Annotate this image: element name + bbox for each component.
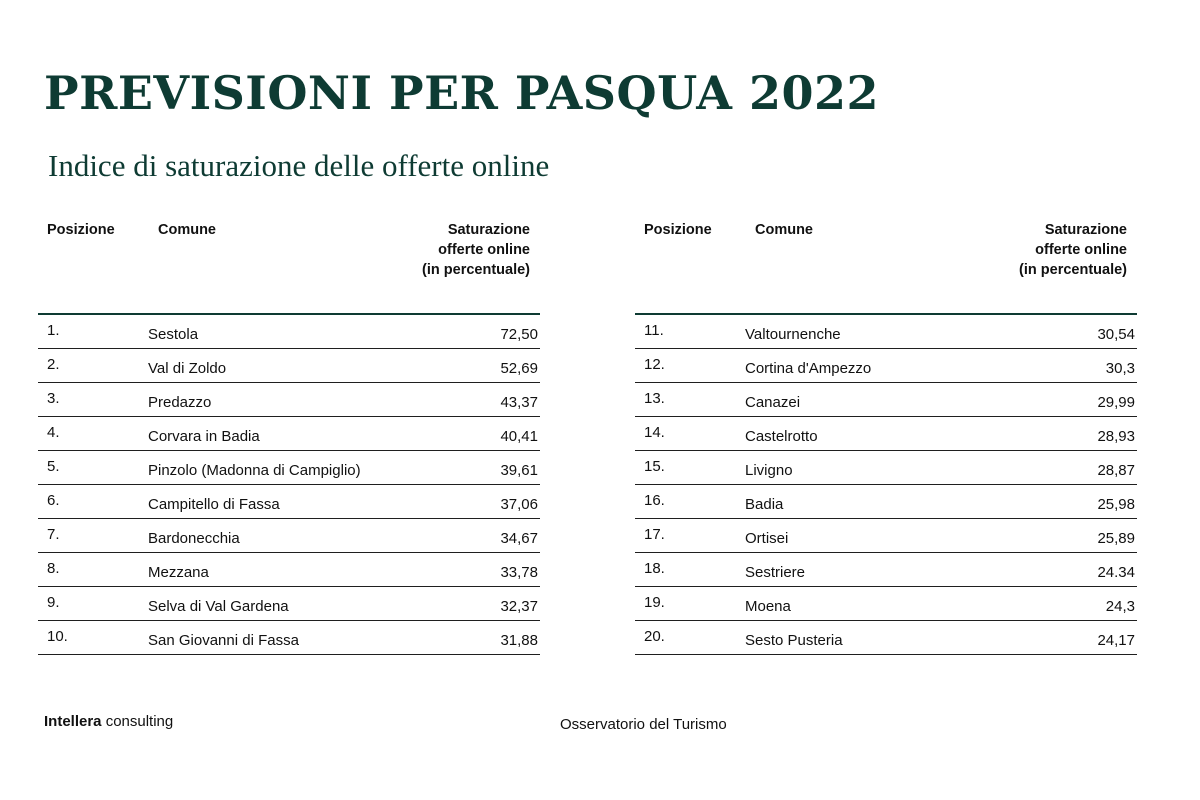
- cell-position: 18.: [644, 560, 665, 577]
- table-row: [635, 349, 1137, 383]
- ranking-table-right: [635, 220, 1137, 655]
- cell-saturation: 31,88: [500, 632, 538, 649]
- column-header-saturation-line3: (in percentuale): [422, 262, 530, 278]
- cell-saturation: 43,37: [500, 394, 538, 411]
- page-title: PREVISIONI PER PASQUA 2022: [44, 66, 880, 120]
- cell-saturation: 37,06: [500, 496, 538, 513]
- cell-saturation: 30,3: [1105, 360, 1135, 377]
- table-row: [38, 349, 540, 383]
- cell-comune: Corvara in Badia: [148, 428, 260, 445]
- column-header-saturation-line3: (in percentuale): [1019, 262, 1127, 278]
- cell-saturation: 34,67: [500, 530, 538, 547]
- cell-position: 19.: [644, 594, 665, 611]
- column-header-saturation-line1: Saturazione: [447, 222, 530, 238]
- cell-position: 17.: [644, 526, 665, 543]
- cell-comune: Sesto Pusteria: [745, 632, 843, 649]
- cell-position: 3.: [47, 390, 60, 407]
- cell-position: 11.: [644, 322, 664, 339]
- cell-comune: Pinzolo (Madonna di Campiglio): [148, 462, 361, 479]
- cell-position: 9.: [47, 594, 60, 611]
- cell-comune: Valtournenche: [745, 326, 841, 343]
- table-row: [38, 485, 540, 519]
- column-header-saturation: [422, 220, 530, 280]
- table-row: [635, 315, 1137, 349]
- cell-comune: Sestriere: [745, 564, 806, 581]
- cell-position: 20.: [644, 628, 665, 645]
- brand-logo: [44, 713, 173, 730]
- cell-comune: Castelrotto: [745, 428, 818, 445]
- cell-saturation: 52,69: [500, 360, 538, 377]
- cell-position: 2.: [47, 356, 60, 373]
- cell-comune: Badia: [745, 496, 784, 513]
- column-header-saturation-line1: Saturazione: [1044, 222, 1127, 238]
- column-header-comune: Comune: [158, 222, 216, 238]
- table-row: [635, 587, 1137, 621]
- cell-position: 7.: [47, 526, 60, 543]
- cell-comune: Campitello di Fassa: [148, 496, 280, 513]
- cell-comune: Canazei: [745, 394, 801, 411]
- table-row: [635, 553, 1137, 587]
- cell-comune: Ortisei: [745, 530, 789, 547]
- cell-position: 6.: [47, 492, 60, 509]
- cell-saturation: 25,89: [1097, 530, 1135, 547]
- cell-saturation: 28,93: [1097, 428, 1135, 445]
- table-header: [635, 220, 1137, 315]
- cell-comune: Mezzana: [148, 564, 209, 581]
- cell-position: 13.: [644, 390, 665, 407]
- ranking-table-left: [38, 220, 540, 655]
- column-header-position: Posizione: [644, 222, 712, 238]
- source-label: Osservatorio del Turismo: [560, 716, 727, 733]
- cell-comune: Sestola: [148, 326, 199, 343]
- table-row: [38, 587, 540, 621]
- cell-saturation: 39,61: [500, 462, 538, 479]
- table-header: [38, 220, 540, 315]
- table-row: [38, 553, 540, 587]
- cell-position: 10.: [47, 628, 68, 645]
- cell-position: 4.: [47, 424, 60, 441]
- cell-comune: Bardonecchia: [148, 530, 240, 547]
- table-row: [38, 315, 540, 349]
- cell-position: 8.: [47, 560, 60, 577]
- cell-saturation: 28,87: [1097, 462, 1135, 479]
- cell-saturation: 25,98: [1097, 496, 1135, 513]
- cell-saturation: 29,99: [1097, 394, 1135, 411]
- table-row: [38, 417, 540, 451]
- cell-saturation: 24,3: [1105, 598, 1135, 615]
- brand-suffix: consulting: [101, 713, 174, 730]
- column-header-saturation-line2: offerte online: [438, 242, 530, 258]
- cell-comune: Predazzo: [148, 394, 212, 411]
- cell-position: 14.: [644, 424, 665, 441]
- cell-position: 1.: [47, 322, 60, 339]
- brand-name: Intellera: [44, 713, 102, 730]
- cell-position: 5.: [47, 458, 60, 475]
- table-row: [635, 485, 1137, 519]
- table-row: [635, 383, 1137, 417]
- cell-comune: San Giovanni di Fassa: [148, 632, 299, 649]
- table-body: [635, 315, 1137, 655]
- table-row: [635, 417, 1137, 451]
- page-subtitle: Indice di saturazione delle offerte online: [48, 148, 550, 183]
- table-row: [38, 519, 540, 553]
- cell-position: 12.: [644, 356, 665, 373]
- table-body: [38, 315, 540, 655]
- table-row: [635, 519, 1137, 553]
- cell-saturation: 33,78: [500, 564, 538, 581]
- table-row: [38, 383, 540, 417]
- cell-comune: Val di Zoldo: [148, 360, 227, 377]
- cell-saturation: 72,50: [500, 326, 538, 343]
- column-header-position: Posizione: [47, 222, 115, 238]
- table-row: [38, 451, 540, 485]
- cell-comune: Selva di Val Gardena: [148, 598, 289, 615]
- cell-saturation: 24,17: [1097, 632, 1135, 649]
- cell-comune: Moena: [745, 598, 791, 615]
- table-row: [635, 621, 1137, 655]
- cell-position: 16.: [644, 492, 665, 509]
- cell-saturation: 30,54: [1097, 326, 1135, 343]
- column-header-saturation: [1019, 220, 1127, 280]
- table-row: [38, 621, 540, 655]
- cell-saturation: 24.34: [1097, 564, 1135, 581]
- column-header-saturation-line2: offerte online: [1035, 242, 1127, 258]
- table-row: [635, 451, 1137, 485]
- column-header-comune: Comune: [755, 222, 813, 238]
- cell-saturation: 32,37: [500, 598, 538, 615]
- cell-comune: Livigno: [745, 462, 793, 479]
- cell-comune: Cortina d'Ampezzo: [745, 360, 872, 377]
- cell-saturation: 40,41: [500, 428, 538, 445]
- cell-position: 15.: [644, 458, 665, 475]
